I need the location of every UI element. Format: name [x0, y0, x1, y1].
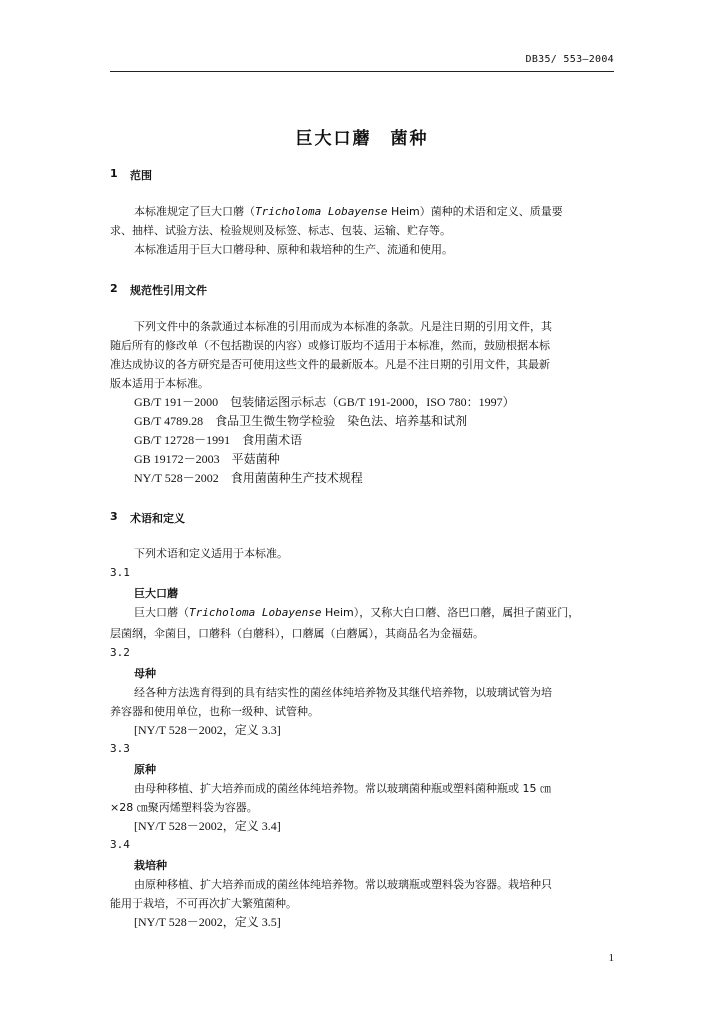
term-3-3-name: 原种 [134, 763, 156, 776]
term-3-1-name: 巨大口蘑 [134, 587, 178, 600]
term-3-2-definition-line-2: 养容器和使用单位，也称一级种、试管种。 [110, 705, 319, 718]
section-1-paragraph-1 [134, 202, 563, 221]
section-2-line-4: 版本适用于本标准。 [110, 377, 209, 390]
term-3-1-text-b: Heim），又称大白口蘑、洛巴口蘑，属担子菌亚门， [321, 606, 580, 619]
term-3-1-text-a: 巨大口蘑（ [134, 606, 189, 619]
section-1-text-b: Heim）菌种的术语和定义、质量要 [387, 205, 563, 218]
section-3-number: 3 [110, 510, 118, 523]
section-1-paragraph-2: 本标准适用于巨大口蘑母种、原种和栽培种的生产、流通和使用。 [134, 243, 453, 256]
section-2-line-2: 随后所有的修改单（不包括勘误的内容）或修订版均不适用于本标准，然而，鼓励根据本标 [110, 339, 550, 352]
term-3-1-definition-line-1 [134, 603, 579, 622]
section-2-number: 2 [110, 282, 118, 295]
term-3-3-number: 3.3 [110, 742, 130, 755]
term-3-3-definition-line-2: ×28 ㎝聚丙烯塑料袋为容器。 [110, 801, 258, 814]
term-3-1-definition-line-2: 层菌纲，伞菌目，口蘑科（白蘑科），口蘑属（白蘑属），其商品名为金福菇。 [110, 627, 484, 640]
reference-item: GB/T 4789.28 食品卫生微生物学检验 染色法、培养基和试剂 [134, 414, 468, 428]
header-rule [110, 71, 614, 72]
page-title: 巨大口蘑 菌种 [295, 129, 429, 149]
section-3-heading: 术语和定义 [130, 512, 185, 525]
reference-item: GB/T 191－2000 包装储运图示标志（GB/T 191-2000，ISO 780：1997） [134, 395, 515, 409]
term-3-1-latin-name: Tricholoma Lobayense [189, 606, 322, 619]
section-2-line-1: 下列文件中的条款通过本标准的引用而成为本标准的条款。凡是注日期的引用文件，其 [134, 320, 552, 333]
section-2-line-3: 准达成协议的各方研究是否可使用这些文件的最新版本。凡是不注日期的引用文件，其最新 [110, 358, 550, 371]
term-3-4-definition-line-2: 能用于栽培，不可再次扩大繁殖菌种。 [110, 897, 297, 910]
term-3-4-source: [NY/T 528－2002，定义 3.5] [134, 915, 281, 929]
reference-item: NY/T 528－2002 食用菌菌种生产技术规程 [134, 471, 363, 485]
term-3-2-definition-line-1: 经各种方法选育得到的具有结实性的菌丝体纯培养物及其继代培养物，以玻璃试管为培 [134, 686, 552, 699]
section-3-intro: 下列术语和定义适用于本标准。 [134, 547, 288, 560]
reference-item: GB/T 12728－1991 食用菌术语 [134, 433, 303, 447]
term-3-4-definition-line-1: 由原种移植、扩大培养而成的菌丝体纯培养物。常以玻璃瓶或塑料袋为容器。栽培种只 [134, 878, 552, 891]
term-3-1-number: 3.1 [110, 566, 130, 579]
section-1-paragraph-1-line-2: 求、抽样、试验方法、检验规则及标签、标志、包装、运输、贮存等。 [110, 224, 451, 237]
term-3-3-source: [NY/T 528－2002，定义 3.4] [134, 819, 281, 833]
term-3-2-name: 母种 [134, 667, 156, 680]
section-2-heading: 规范性引用文件 [130, 284, 207, 297]
term-3-4-number: 3.4 [110, 838, 130, 851]
term-3-3-definition-line-1: 由母种移植、扩大培养而成的菌丝体纯培养物。常以玻璃菌种瓶或塑料菌种瓶或 15 ㎝ [134, 782, 551, 795]
section-1-text-a: 本标准规定了巨大口蘑（ [134, 205, 255, 218]
standard-code: DB35/ 553—2004 [525, 54, 614, 65]
term-3-2-number: 3.2 [110, 646, 130, 659]
section-1-heading: 范围 [130, 169, 152, 182]
term-3-2-source: [NY/T 528－2002，定义 3.3] [134, 723, 281, 737]
section-1-number: 1 [110, 167, 118, 180]
page-number: 1 [608, 952, 614, 964]
reference-item: GB 19172－2003 平菇菌种 [134, 452, 280, 466]
term-3-4-name: 栽培种 [134, 859, 167, 872]
section-1-latin-name: Tricholoma Lobayense [255, 205, 388, 218]
